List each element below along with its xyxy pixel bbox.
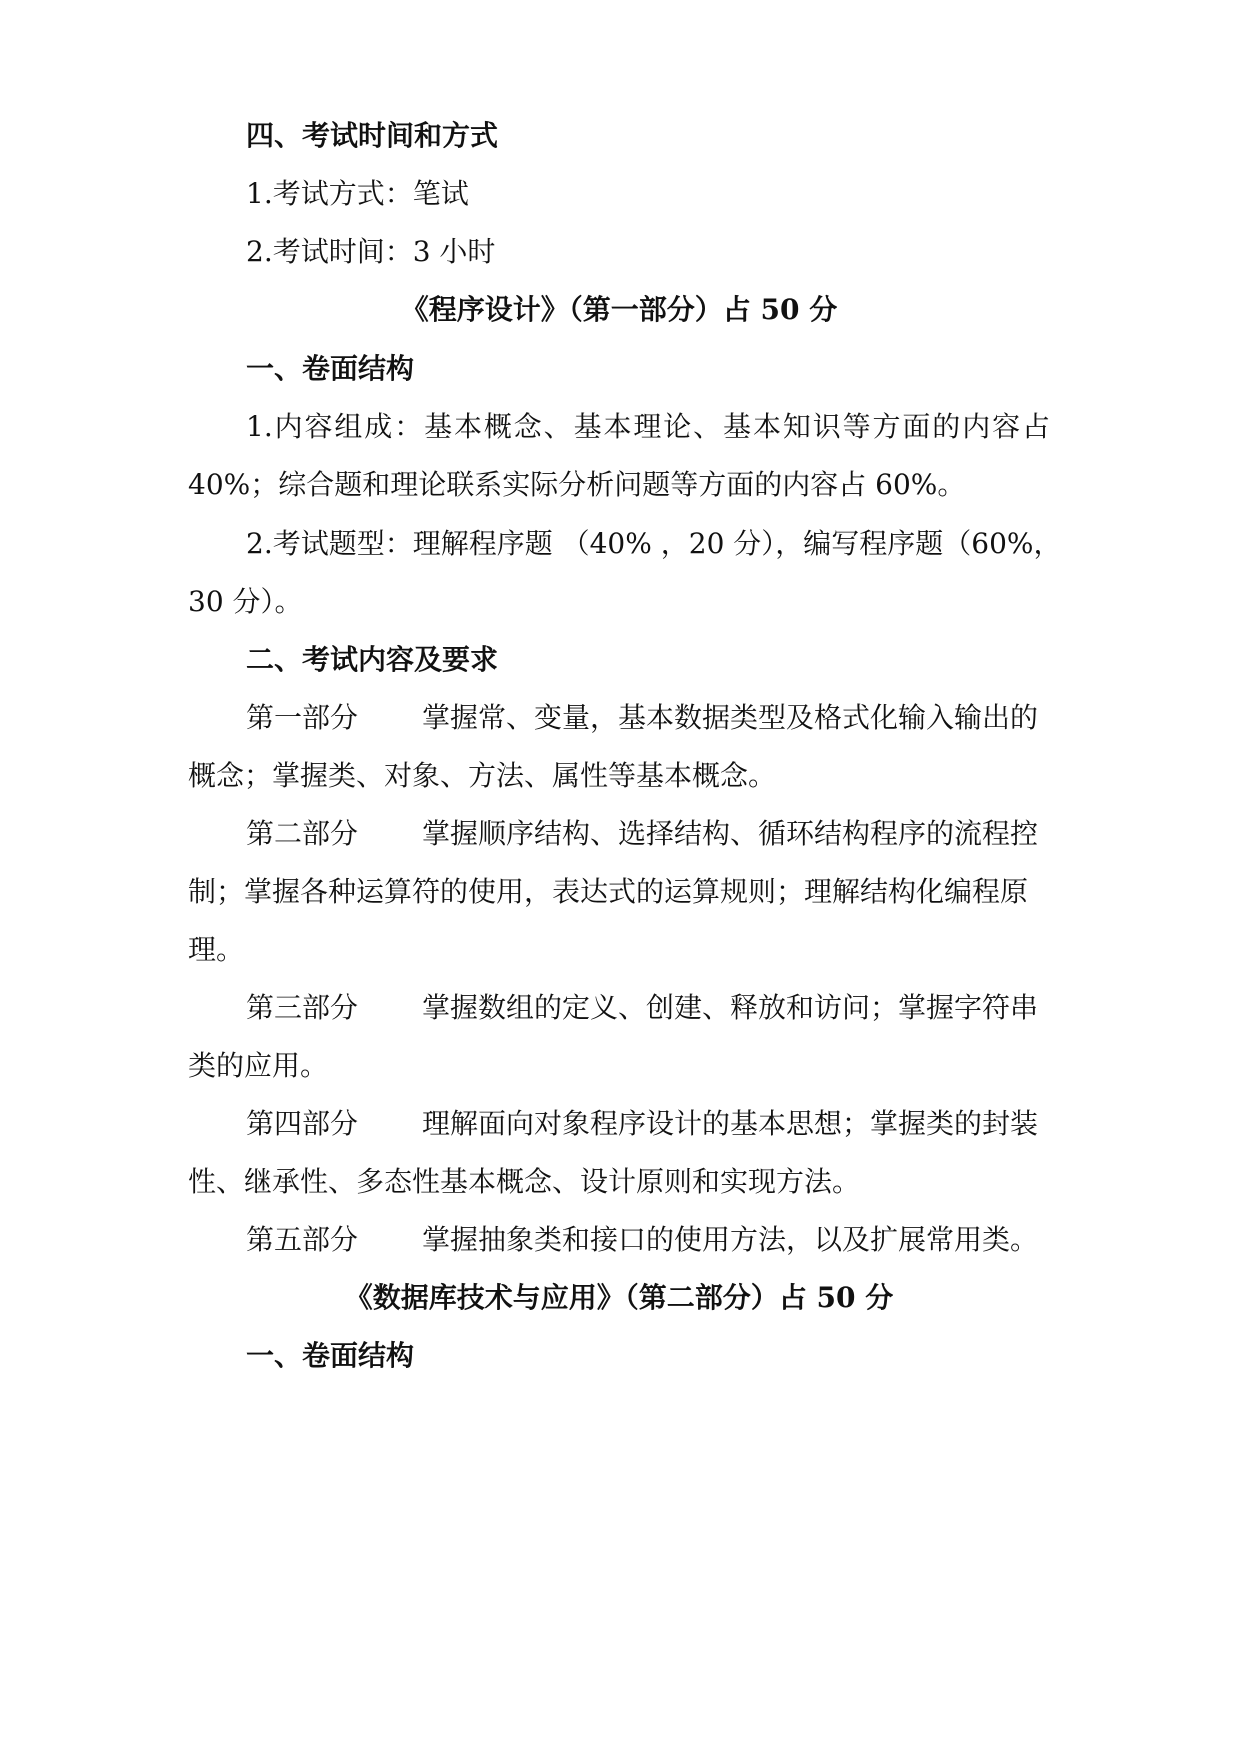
question-types-line1: 2.考试题型：理解程序题 （40% ，20 分），编写程序题（60%， — [246, 527, 1062, 560]
part-three-line1 — [246, 988, 1050, 1028]
program-design-title: 《程序设计》（第一部分）占 50 分 — [400, 293, 838, 326]
part-two-line3: 理。 — [188, 933, 245, 966]
part-text: 掌握数组的定义、创建、释放和访问；掌握字符串 — [422, 991, 1039, 1024]
exam-duration-item: 2.考试时间：3 小时 — [246, 235, 496, 268]
section-heading-content: 二、考试内容及要求 — [246, 643, 499, 676]
part-three-line2: 类的应用。 — [188, 1049, 329, 1082]
part-two-line1 — [246, 814, 1050, 854]
part-text: 掌握抽象类和接口的使用方法，以及扩展常用类。 — [422, 1223, 1039, 1256]
section-heading-exam-time: 四、考试时间和方式 — [246, 119, 499, 152]
part-label: 第一部分 — [246, 701, 359, 734]
question-types-line2: 30 分）。 — [188, 585, 303, 618]
part-two-line2: 制；掌握各种运算符的使用，表达式的运算规则；理解结构化编程原 — [188, 875, 1029, 908]
part-label: 第五部分 — [246, 1223, 359, 1256]
database-title: 《数据库技术与应用》（第二部分）占 50 分 — [344, 1281, 894, 1314]
content-composition-line1: 1.内容组成：基本概念、基本理论、基本知识等方面的内容占 — [246, 410, 1050, 443]
part-label: 第三部分 — [246, 991, 359, 1024]
database-section-heading-structure: 一、卷面结构 — [246, 1339, 415, 1372]
part-label: 第四部分 — [246, 1107, 359, 1140]
part-text: 理解面向对象程序设计的基本思想；掌握类的封装 — [422, 1107, 1039, 1140]
part-text: 掌握顺序结构、选择结构、循环结构程序的流程控 — [422, 817, 1039, 850]
part-four-line2: 性、继承性、多态性基本概念、设计原则和实现方法。 — [188, 1165, 861, 1198]
exam-method-item: 1.考试方式：笔试 — [246, 177, 469, 210]
part-one-line2: 概念；掌握类、对象、方法、属性等基本概念。 — [188, 759, 777, 792]
part-text: 掌握常、变量，基本数据类型及格式化输入输出的 — [422, 701, 1039, 734]
part-label: 第二部分 — [246, 817, 359, 850]
part-one-line1 — [246, 698, 1050, 738]
content-composition-line2: 40%；综合题和理论联系实际分析问题等方面的内容占 60%。 — [188, 468, 966, 501]
part-five-line1 — [246, 1220, 1050, 1260]
section-heading-structure: 一、卷面结构 — [246, 352, 415, 385]
part-four-line1 — [246, 1104, 1050, 1144]
